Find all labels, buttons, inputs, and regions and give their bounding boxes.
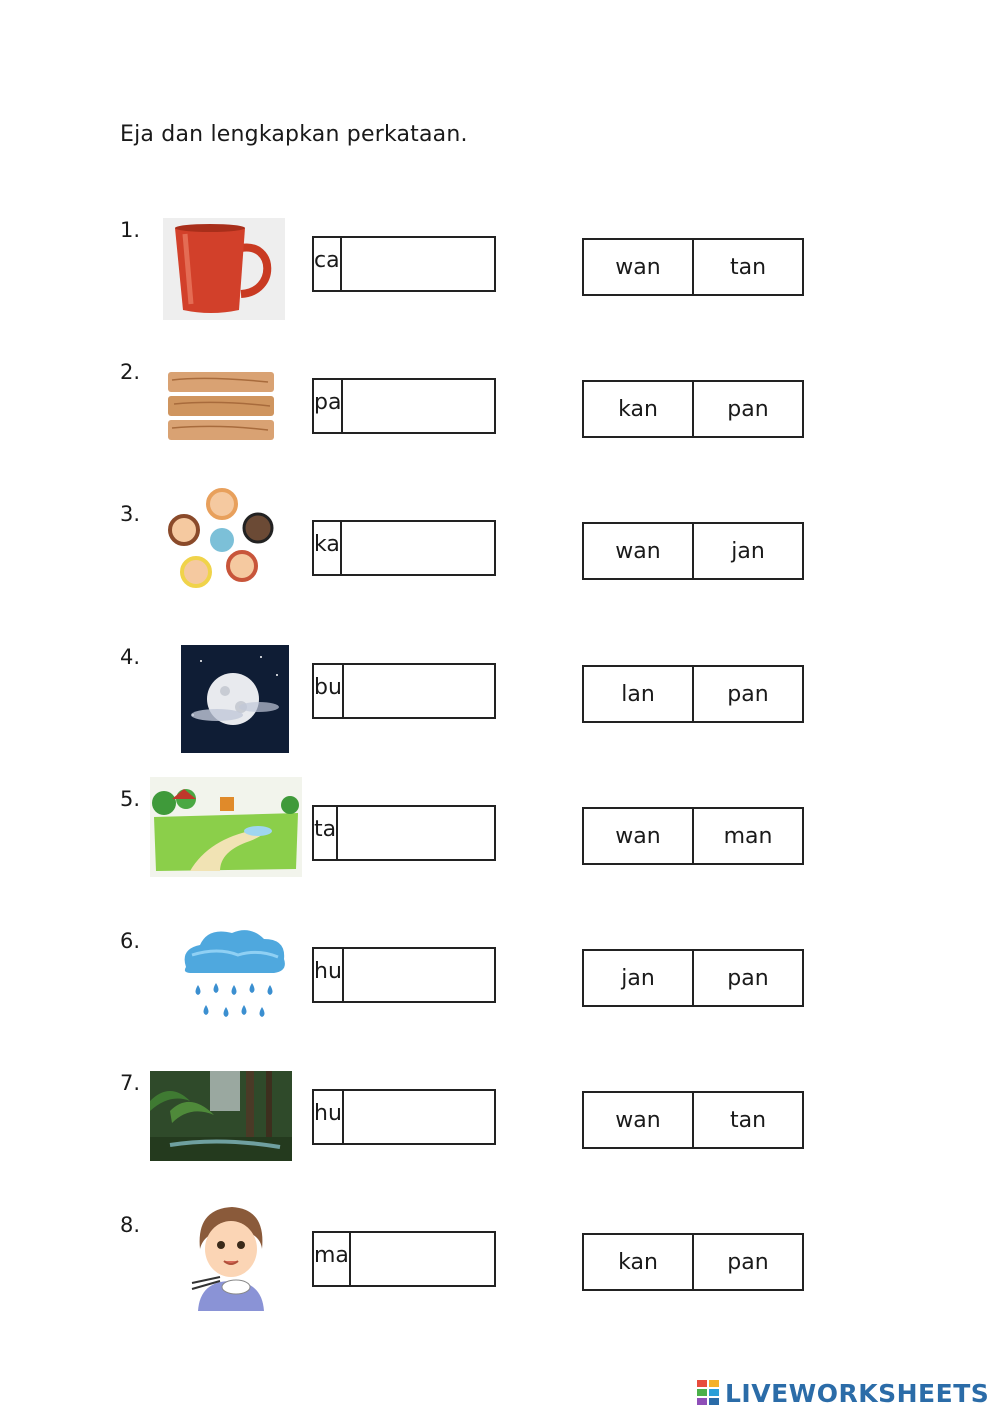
answer-box [312,1089,496,1145]
answer-box [312,236,496,292]
syllable-option[interactable]: lan [584,667,694,721]
syllable-option[interactable]: wan [584,524,694,578]
syllable-options [582,522,804,580]
syllable-options [582,665,804,723]
question-number: 8. [120,1213,141,1237]
syllable-option[interactable]: man [723,823,773,849]
question-number: 2. [120,360,141,384]
question-row-5 [0,787,1000,907]
syllable-options [582,807,804,865]
syllable-prefix: ca [314,238,342,290]
syllable-prefix: hu [314,949,344,1001]
syllable-option[interactable]: wan [584,809,694,863]
syllable-options [582,1091,804,1149]
question-row-2 [0,360,1000,480]
logo-icon [697,1380,721,1406]
syllable-option[interactable]: pan [727,965,769,991]
syllable-option[interactable]: kan [584,1235,694,1289]
syllable-options [582,949,804,1007]
answer-box [312,520,496,576]
syllable-option[interactable]: tan [729,254,767,280]
rain-cloud-image [178,925,290,1029]
syllable-option[interactable]: kan [584,382,694,436]
syllable-option[interactable]: wan [584,240,694,294]
question-row-6 [0,929,1000,1049]
children-friends-image [166,488,278,590]
wooden-planks-image [168,370,274,444]
question-number: 4. [120,645,141,669]
syllable-options [582,1233,804,1291]
answer-box [312,805,496,861]
syllable-prefix: hu [314,1091,344,1143]
question-row-4 [0,645,1000,765]
syllable-option[interactable]: jan [731,538,765,564]
syllable-option[interactable]: wan [584,1093,694,1147]
liveworksheets-logo [697,1378,989,1408]
question-row-1 [0,218,1000,338]
syllable-options [582,380,804,438]
park-garden-image [150,777,302,877]
syllable-prefix: ta [314,807,338,859]
syllable-prefix: pa [314,380,343,432]
girl-eating-image [190,1201,272,1311]
brand-name: LIVEWORKSHEETS [725,1378,990,1408]
syllable-option[interactable]: pan [727,681,769,707]
syllable-prefix: ka [314,522,342,574]
syllable-prefix: ma [314,1233,351,1285]
syllable-prefix: bu [314,665,344,717]
red-mug-image [163,218,285,320]
syllable-option[interactable]: pan [727,396,769,422]
syllable-options [582,238,804,296]
question-row-8 [0,1213,1000,1333]
question-row-3 [0,502,1000,622]
full-moon-image [181,645,289,753]
instruction-text: Eja dan lengkapkan perkataan. [120,122,468,147]
question-number: 1. [120,218,141,242]
question-row-7 [0,1071,1000,1191]
answer-box [312,1231,496,1287]
syllable-option[interactable]: tan [729,1107,767,1133]
question-number: 7. [120,1071,141,1095]
question-number: 6. [120,929,141,953]
question-number: 3. [120,502,141,526]
answer-box [312,378,496,434]
answer-box [312,947,496,1003]
question-number: 5. [120,787,141,811]
answer-box [312,663,496,719]
jungle-forest-image [150,1071,292,1161]
syllable-option[interactable]: jan [584,951,694,1005]
syllable-option[interactable]: pan [727,1249,769,1275]
